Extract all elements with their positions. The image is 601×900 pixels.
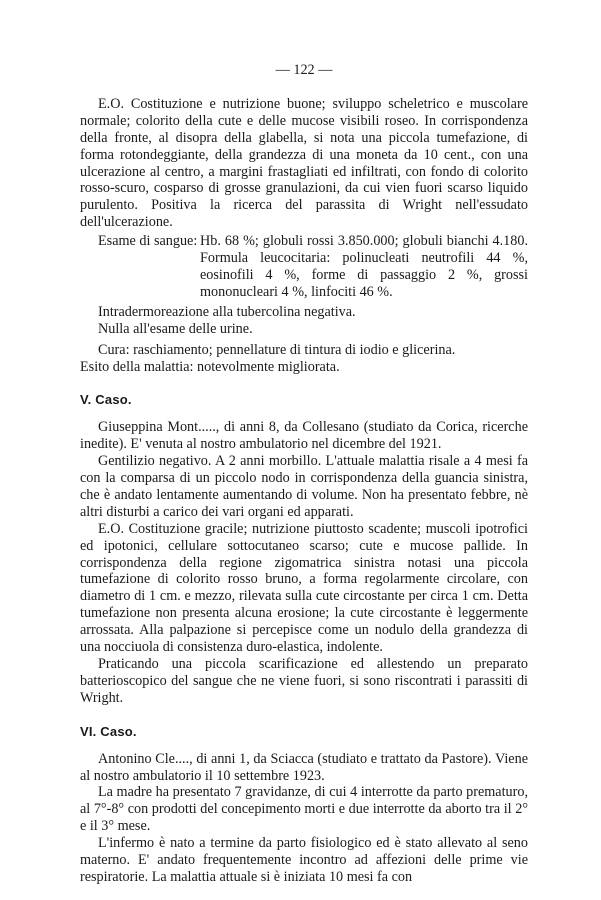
blood-exam <box>80 233 528 301</box>
case-5-heading: V. Caso. <box>80 392 132 408</box>
cura-line: Cura: raschiamento; pennellature di tintura di iodio e glicerina. <box>98 341 456 358</box>
intradermo-line: Intradermoreazione alla tubercolina negativa. <box>98 303 356 320</box>
case-5-paragraph-2: Gentilizio negativo. A 2 anni morbillo. L'attuale malattia risale a 4 mesi fa con la comparsa di un piccolo nodo in corrispondenza della guancia sinistra, che è andato lentamente aumentando di volume. Non ha presentato febbre, nè altri disturbi a carico dei vari organi ed apparati. <box>80 453 528 520</box>
case-5-paragraph-1: Giuseppina Mont....., di anni 8, da Collesano (studiato da Corica, ricerche inedite). E' venuta al nostro ambulatorio nel dicembre del 1921. <box>80 419 528 453</box>
case-5-paragraph-3: E.O. Costituzione gracile; nutrizione piuttosto scadente; muscoli ipotrofici ed ipotonici, cellulare sottocutaneo scarso; cute e mucose pallide. In corrispondenza della regione zigomatrica sinistra notasi una piccola tumefazione di colorito rosso bruno, a forma regolarmente circolare, con diametro di 1 cm. e mezzo, rilevata sulla cute circostante per circa 1 cm. Detta tumefazione non presenta alcuna erosione; la cute circostante è leggermente arrossata. Alla palpazione si percepisce come un nodulo della grandezza di una nocciuola di consistenza duro-elastica, indolente. <box>80 520 528 656</box>
eo-paragraph: E.O. Costituzione e nutrizione buone; sviluppo scheletrico e muscolare normale; colorito della cute e delle mucose visibili roseo. In corrispondenza della fronte, al disopra della glabella, si nota una piccola tumefazione, di forma rotondeggiante, della grandezza di una moneta da 10 cent., con una ulcerazione al centro, a margini frastagliati ed infiltrati, con fondo di colorito rosso-scuro, cosparso di grosse granulazioni, da cui vien fuori scarso liquido purulento. Positiva la ricerca del parassita di Wright nell'essudato dell'ulcerazione. <box>80 95 528 231</box>
document-page <box>80 62 528 886</box>
case-6-paragraph-1: Antonino Cle...., di anni 1, da Sciacca (studiato e trattato da Pastore). Viene al nostro ambulatorio il 10 settembre 1923. <box>80 750 528 784</box>
esito-line: Esito della malattia: notevolmente migliorata. <box>80 358 340 375</box>
case-6-paragraph-2: La madre ha presentato 7 gravidanze, di cui 4 interrotte da parto prematuro, al 7°-8° con prodotti del concepimento morti e due interrotte da aborto tra il 2° e il 3° mese. <box>80 784 528 835</box>
page-number: — 122 — <box>275 62 333 78</box>
urine-line: Nulla all'esame delle urine. <box>98 320 253 337</box>
blood-exam-label: Esame di sangue: <box>98 233 198 250</box>
case-6-paragraph-3: L'infermo è nato a termine da parto fisiologico ed è stato allevato al seno materno. E' andato frequentemente incontro ad affezioni delle prime vie respiratorie. La malattia attuale si è iniziata 10 mesi fa con <box>80 835 528 885</box>
case-6-heading: VI. Caso. <box>80 723 137 739</box>
blood-exam-values: Hb. 68 %; globuli rossi 3.850.000; globuli bianchi 4.180. Formula leucocitaria: polinucleati neutrofili 44 %, eosinofili 4 %, forme di passaggio 2 %, grossi mononucleari 4 %, linfociti 46 %. <box>200 233 528 300</box>
case-5-paragraph-4: Praticando una piccola scarificazione ed allestendo un preparato batterioscopico del sangue che ne viene fuori, si sono riscontrati i parassiti di Wright. <box>80 656 528 706</box>
